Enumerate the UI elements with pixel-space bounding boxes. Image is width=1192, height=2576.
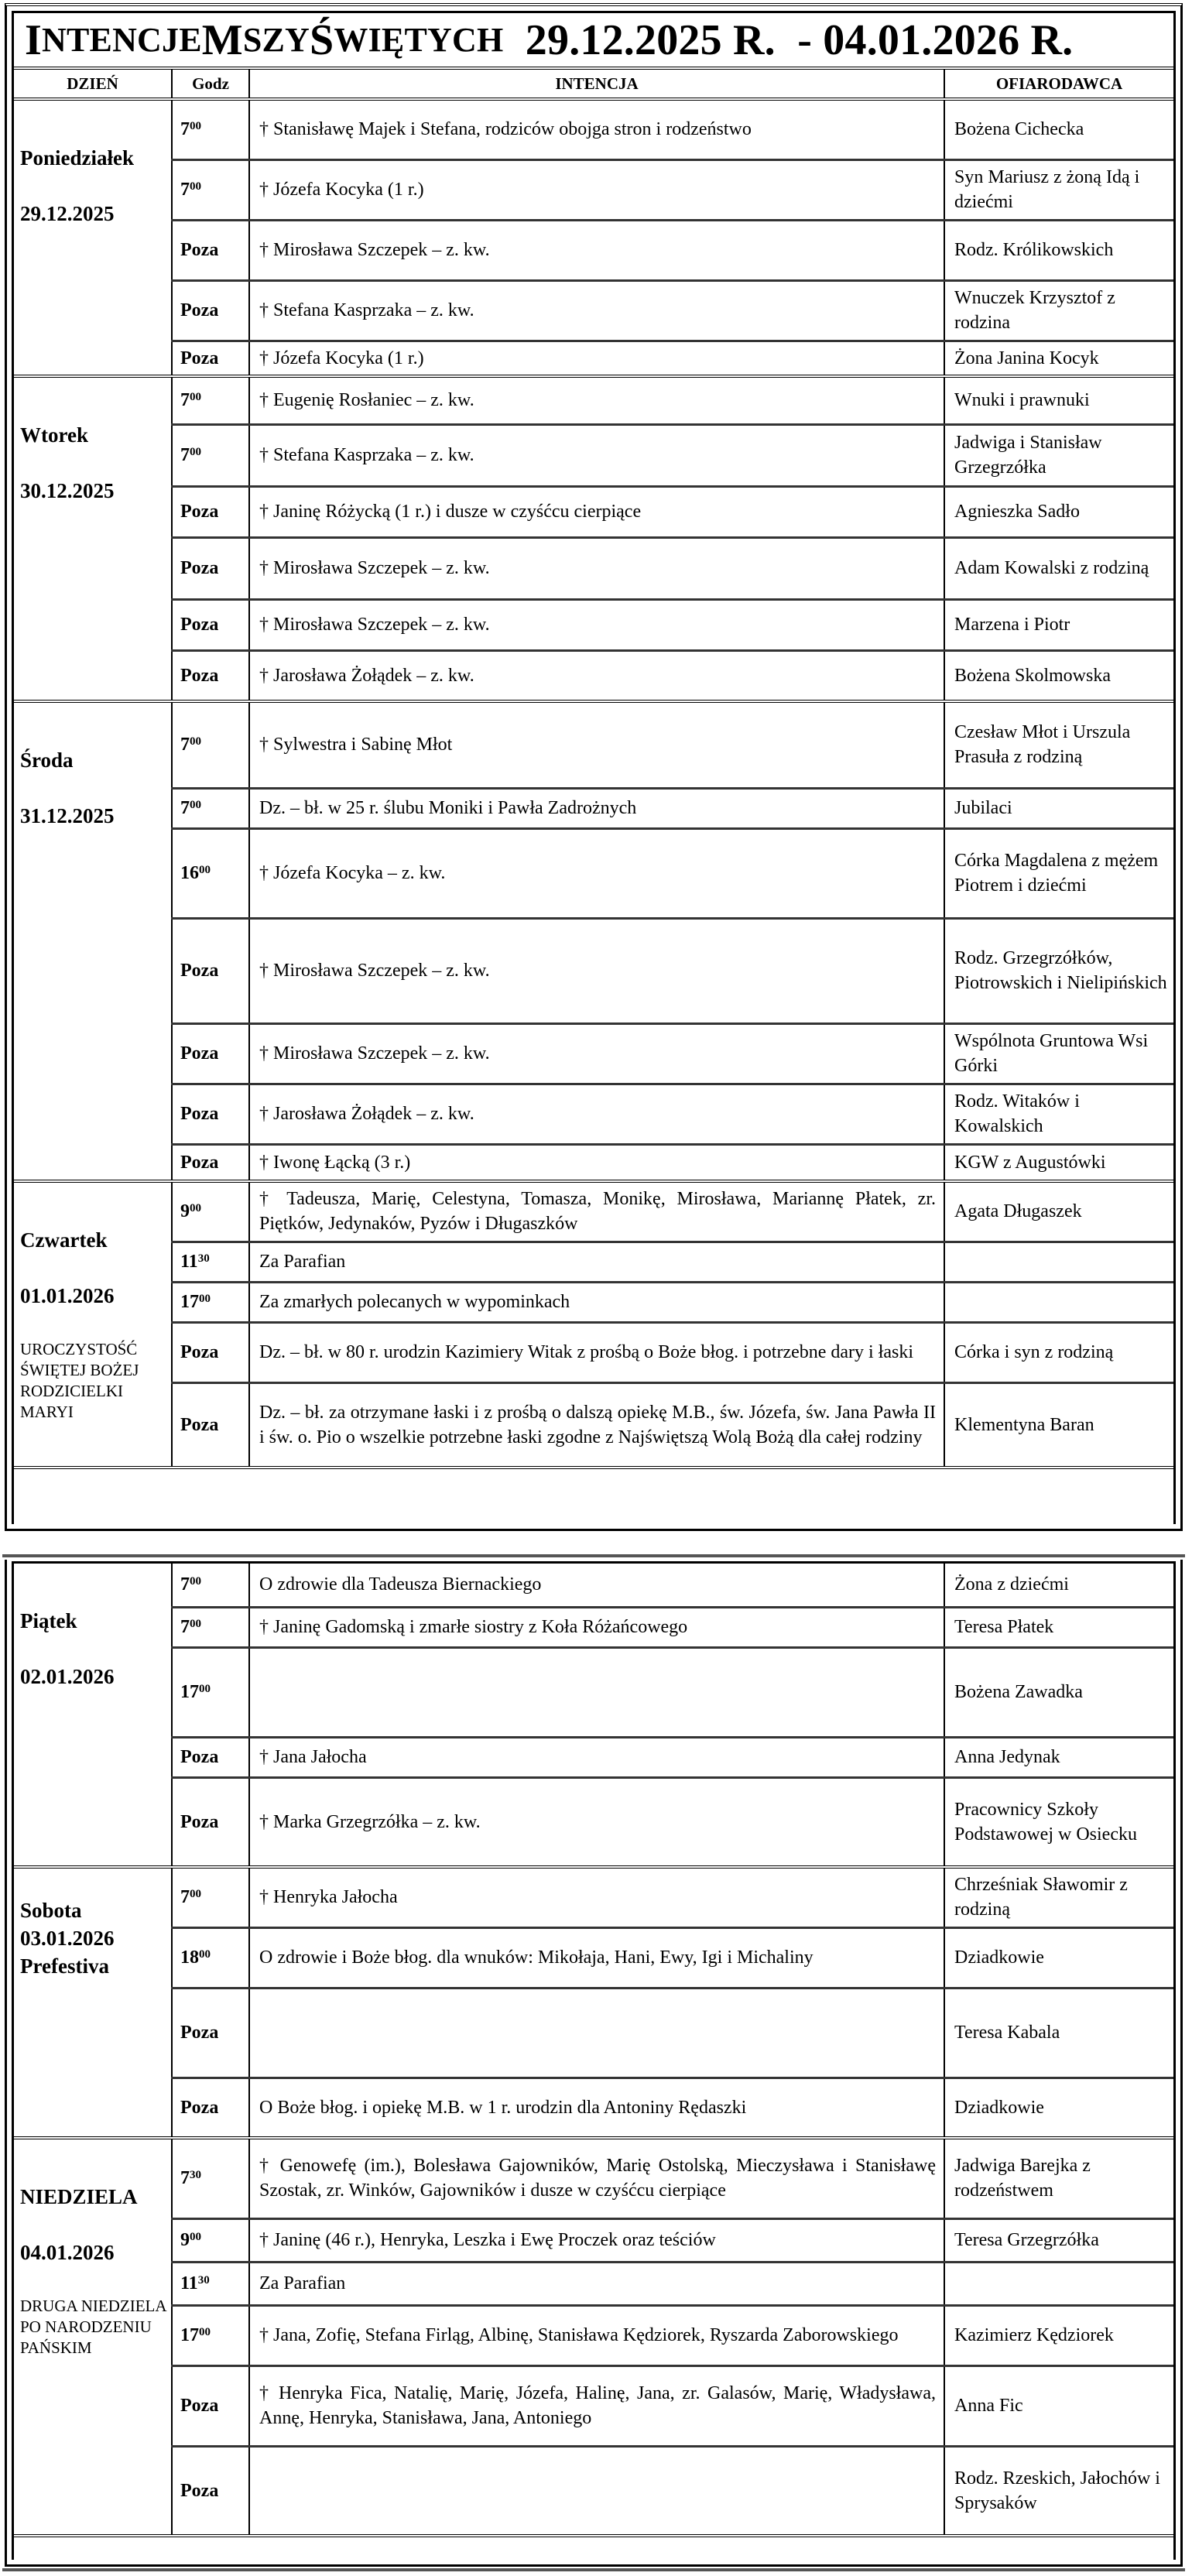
table-row — [14, 788, 1173, 828]
table-row — [14, 159, 1173, 220]
mass-hour — [172, 1737, 249, 1777]
hour-value: 9 — [180, 1201, 190, 1222]
page-1 — [5, 3, 1183, 1531]
table-row — [14, 1322, 1173, 1382]
mass-intention — [249, 2446, 944, 2536]
day-name: Czwartek — [20, 1228, 108, 1252]
hour-value: Poza — [180, 240, 219, 260]
mass-hour — [172, 1647, 249, 1737]
mass-intention: † Jarosława Żołądek – z. kw. — [249, 650, 944, 701]
mass-hour — [172, 159, 249, 220]
mass-hour — [172, 1867, 249, 1927]
day-cell — [14, 2138, 172, 2536]
mass-hour — [172, 1023, 249, 1084]
hour-value: Poza — [180, 615, 219, 635]
mass-hour — [172, 1564, 249, 1607]
table-row — [14, 1282, 1173, 1322]
hour-value: Poza — [180, 1152, 219, 1173]
mass-intention: Dz. – bł. w 80 r. urodzin Kazimiery Witak z prośbą o Boże błog. i potrzebne dary i łaski — [249, 1322, 944, 1382]
hour-value: 17 — [180, 1682, 199, 1702]
table-row — [14, 1777, 1173, 1867]
intentions-table-page-1 — [14, 70, 1173, 1469]
mass-hour — [172, 2078, 249, 2138]
hour-value: Poza — [180, 558, 219, 578]
table-row — [14, 1144, 1173, 1181]
table-body-page-2 — [14, 1564, 1173, 2536]
mass-intention: † Marka Grzegrzółka – z. kw. — [249, 1777, 944, 1867]
table-row — [14, 1737, 1173, 1777]
hour-value: 16 — [180, 863, 199, 883]
table-row — [14, 918, 1173, 1023]
mass-intention: † Iwonę Łącką (3 r.) — [249, 1144, 944, 1181]
day-cell — [14, 1181, 172, 1468]
table-header-row — [14, 70, 1173, 99]
day-note: DRUGA NIEDZIELA PO NARODZENIU PAŃSKIM — [20, 2297, 166, 2357]
minute-value: 00 — [190, 1618, 201, 1630]
mass-hour — [172, 220, 249, 280]
minute-value: 00 — [190, 2231, 201, 2243]
mass-hour — [172, 2262, 249, 2305]
mass-hour — [172, 1382, 249, 1468]
hour-value: Poza — [180, 2023, 219, 2043]
mass-hour — [172, 788, 249, 828]
mass-donor: Teresa Grzegrzółka — [944, 2218, 1173, 2262]
hour-value: 7 — [180, 390, 190, 411]
mass-intention: † Mirosława Szczepek – z. kw. — [249, 220, 944, 280]
mass-donor: Żona Janina Kocyk — [944, 341, 1173, 376]
mass-intention: O zdrowie dla Tadeusza Biernackiego — [249, 1564, 944, 1607]
table-row — [14, 1084, 1173, 1144]
minute-value: 00 — [190, 1575, 201, 1588]
title-part: WIĘTYCH — [334, 21, 504, 59]
table-row — [14, 1023, 1173, 1084]
mass-donor: Jadwiga i Stanisław Grzegrzółka — [944, 424, 1173, 486]
minute-value: 00 — [199, 1948, 211, 1961]
mass-hour — [172, 2365, 249, 2446]
table-row — [14, 424, 1173, 486]
mass-hour — [172, 280, 249, 341]
hour-value: Poza — [180, 300, 219, 320]
mass-intention: † Henryka Fica, Natalię, Marię, Józefa, Halinę, Jana, zr. Galasów, Marię, Władysława, Annę, Henryka, Stanisława, Jana, Antoniego — [249, 2365, 944, 2446]
mass-hour — [172, 2138, 249, 2218]
minute-value: 00 — [190, 1202, 201, 1215]
mass-intention: † Jana, Zofię, Stefana Firląg, Albinę, Stanisława Kędziorek, Ryszarda Zaborowskiego — [249, 2305, 944, 2365]
title-initial: M — [201, 15, 243, 64]
mass-hour — [172, 701, 249, 788]
day-name: NIEDZIELA — [20, 2185, 138, 2208]
minute-value: 30 — [197, 2274, 210, 2287]
hour-value: 7 — [180, 119, 190, 140]
mass-donor: Jubilaci — [944, 788, 1173, 828]
hour-value: 17 — [180, 2325, 199, 2345]
header-intention: INTENCJA — [249, 70, 944, 99]
hour-value: 7 — [180, 735, 190, 755]
table-row — [14, 2138, 1173, 2218]
hour-value: Poza — [180, 1104, 219, 1124]
table-row — [14, 1647, 1173, 1737]
mass-intention: † Eugenię Rosłaniec – z. kw. — [249, 376, 944, 424]
table-row — [14, 650, 1173, 701]
table-row — [14, 599, 1173, 650]
minute-value: 30 — [197, 1252, 210, 1265]
mass-donor: Wnuki i prawnuki — [944, 376, 1173, 424]
mass-donor: Teresa Kabala — [944, 1988, 1173, 2078]
title-initial: I — [25, 15, 42, 64]
day-date: 03.01.2026 — [20, 1927, 115, 1950]
mass-donor: Pracownicy Szkoły Podstawowej w Osiecku — [944, 1777, 1173, 1867]
mass-hour — [172, 1181, 249, 1242]
mass-hour — [172, 828, 249, 918]
table-body-page-1 — [14, 99, 1173, 1468]
mass-intention: † Józefa Kocyka (1 r.) — [249, 159, 944, 220]
hour-value: 7 — [180, 1887, 190, 1908]
mass-hour — [172, 1144, 249, 1181]
minute-value: 00 — [190, 799, 201, 811]
day-date: 31.12.2025 — [20, 804, 115, 827]
mass-intention: † Mirosława Szczepek – z. kw. — [249, 599, 944, 650]
hour-value: Poza — [180, 2480, 219, 2501]
mass-hour — [172, 1927, 249, 1988]
mass-donor: Wnuczek Krzysztof z rodzina — [944, 280, 1173, 341]
mass-donor: Czesław Młot i Urszula Prasuła z rodziną — [944, 701, 1173, 788]
mass-intention: † Janinę Gadomską i zmarłe siostry z Koła Różańcowego — [249, 1607, 944, 1647]
mass-donor: Jadwiga Barejka z rodzeństwem — [944, 2138, 1173, 2218]
mass-intention: † Mirosława Szczepek – z. kw. — [249, 537, 944, 599]
mass-intention: Za Parafian — [249, 2262, 944, 2305]
hour-value: 17 — [180, 1292, 199, 1312]
table-row — [14, 2078, 1173, 2138]
mass-hour — [172, 1988, 249, 2078]
mass-intention: † Stefana Kasprzaka – z. kw. — [249, 280, 944, 341]
day-name: Sobota — [20, 1899, 82, 1922]
mass-hour — [172, 99, 249, 159]
mass-hour — [172, 537, 249, 599]
table-row — [14, 2262, 1173, 2305]
mass-intention: Za zmarłych polecanych w wypominkach — [249, 1282, 944, 1322]
mass-intention: † Tadeusza, Marię, Celestyna, Tomasza, Monikę, Mirosława, Mariannę Płatek, zr. Piętków, Jedynaków, Pyzów i Długaszków — [249, 1181, 944, 1242]
minute-value: 00 — [199, 864, 211, 876]
mass-intention: † Mirosława Szczepek – z. kw. — [249, 1023, 944, 1084]
hour-value: 11 — [180, 1252, 198, 1272]
hour-value: Poza — [180, 1043, 219, 1064]
header-day: DZIEŃ — [14, 70, 172, 99]
day-cell — [14, 376, 172, 701]
day-date: 30.12.2025 — [20, 479, 115, 502]
mass-intention: † Jana Jałocha — [249, 1737, 944, 1777]
table-row — [14, 701, 1173, 788]
day-date: 04.01.2026 — [20, 2241, 115, 2264]
minute-value: 00 — [190, 120, 201, 133]
hour-value: Poza — [180, 2097, 219, 2118]
hour-value: 7 — [180, 180, 190, 200]
header-donor: OFIARODAWCA — [944, 70, 1173, 99]
hour-value: Poza — [180, 1414, 219, 1435]
mass-intention: Dz. – bł. w 25 r. ślubu Moniki i Pawła Zadrożnych — [249, 788, 944, 828]
day-date: 29.12.2025 — [20, 202, 115, 225]
mass-donor: Córka i syn z rodziną — [944, 1322, 1173, 1382]
hour-value: 7 — [180, 2168, 190, 2189]
minute-value: 30 — [190, 2169, 201, 2182]
day-note: UROCZYSTOŚĆ ŚWIĘTEJ BOŻEJ RODZICIELKI MARYI — [20, 1340, 139, 1421]
mass-donor: Córka Magdalena z mężem Piotrem i dziećmi — [944, 828, 1173, 918]
mass-intention: † Józefa Kocyka (1 r.) — [249, 341, 944, 376]
mass-donor: Rodz. Królikowskich — [944, 220, 1173, 280]
hour-value: Poza — [180, 1747, 219, 1767]
table-row — [14, 2218, 1173, 2262]
minute-value: 00 — [190, 735, 201, 748]
mass-hour — [172, 1607, 249, 1647]
mass-intention: † Jarosława Żołądek – z. kw. — [249, 1084, 944, 1144]
hour-value: 7 — [180, 445, 190, 465]
title-initial: Ś — [310, 15, 334, 64]
minute-value: 00 — [190, 391, 201, 404]
mass-donor: Bożena Zawadka — [944, 1647, 1173, 1737]
mass-donor: Kazimierz Kędziorek — [944, 2305, 1173, 2365]
table-row — [14, 99, 1173, 159]
hour-value: Poza — [180, 961, 219, 981]
title-dates: 29.12.2025 R. - 04.01.2026 R. — [503, 15, 1074, 64]
mass-hour — [172, 486, 249, 537]
hour-value: Poza — [180, 502, 219, 522]
mass-hour — [172, 599, 249, 650]
mass-hour — [172, 650, 249, 701]
table-row — [14, 828, 1173, 918]
mass-intention: † Józefa Kocyka – z. kw. — [249, 828, 944, 918]
table-row — [14, 537, 1173, 599]
mass-intention: † Stefana Kasprzaka – z. kw. — [249, 424, 944, 486]
hour-value: Poza — [180, 665, 219, 686]
mass-intention: † Janinę (46 r.), Henryka, Leszka i Ewę Proczek oraz teściów — [249, 2218, 944, 2262]
mass-intention: † Genowefę (im.), Bolesława Gajowników, Marię Ostolską, Mieczysława i Stanisławę Szostak, zr. Winków, Gajowników i dusze w czyśćcu cierpiące — [249, 2138, 944, 2218]
day-date: 01.01.2026 — [20, 1284, 115, 1307]
mass-hour — [172, 2446, 249, 2536]
day-subtitle: Prefestiva — [20, 1954, 109, 1978]
mass-donor: Rodz. Grzegrzółków, Piotrowskich i Nielipińskich — [944, 918, 1173, 1023]
hour-value: 9 — [180, 2230, 190, 2250]
mass-hour — [172, 2218, 249, 2262]
table-row — [14, 1181, 1173, 1242]
mass-intention: † Sylwestra i Sabinę Młot — [249, 701, 944, 788]
mass-donor: Bożena Skolmowska — [944, 650, 1173, 701]
table-row — [14, 280, 1173, 341]
hour-value: Poza — [180, 1342, 219, 1362]
day-name: Piątek — [20, 1609, 77, 1632]
title-part: SZY — [242, 21, 310, 59]
table-row — [14, 376, 1173, 424]
mass-hour — [172, 1242, 249, 1282]
mass-hour — [172, 341, 249, 376]
mass-donor: Bożena Cichecka — [944, 99, 1173, 159]
hour-value: Poza — [180, 348, 219, 368]
minute-value: 00 — [190, 1888, 201, 1901]
mass-hour — [172, 1322, 249, 1382]
page-1-frame — [12, 11, 1176, 1524]
header-hour: Godz — [172, 70, 249, 99]
mass-donor: Anna Jedynak — [944, 1737, 1173, 1777]
table-row — [14, 486, 1173, 537]
mass-donor: Rodz. Rzeskich, Jałochów i Sprysaków — [944, 2446, 1173, 2536]
table-row — [14, 2305, 1173, 2365]
day-name: Wtorek — [20, 423, 88, 447]
mass-donor — [944, 1282, 1173, 1322]
mass-intention: Dz. – bł. za otrzymane łaski i z prośbą o dalszą opiekę M.B., św. Józefa, św. Jana Pawła II i św. o. Pio o wszelkie potrzebne łaski zgodne z Najświętszą Wolą Bożą dla całej rodziny — [249, 1382, 944, 1468]
mass-donor: Rodz. Witaków i Kowalskich — [944, 1084, 1173, 1144]
hour-value: Poza — [180, 2396, 219, 2416]
table-row — [14, 1607, 1173, 1647]
mass-donor: Żona z dziećmi — [944, 1564, 1173, 1607]
mass-donor: Teresa Płatek — [944, 1607, 1173, 1647]
table-row — [14, 341, 1173, 376]
mass-intention — [249, 1647, 944, 1737]
day-name: Środa — [20, 748, 74, 772]
mass-donor: Adam Kowalski z rodziną — [944, 537, 1173, 599]
table-row — [14, 1564, 1173, 1607]
mass-donor: Syn Mariusz z żoną Idą i dziećmi — [944, 159, 1173, 220]
table-row — [14, 2446, 1173, 2536]
title-part: NTENCJE — [42, 21, 202, 59]
hour-value: 7 — [180, 1617, 190, 1637]
mass-hour — [172, 1777, 249, 1867]
mass-donor — [944, 2262, 1173, 2305]
mass-donor: Klementyna Baran — [944, 1382, 1173, 1468]
table-row — [14, 1988, 1173, 2078]
mass-intention: O Boże błog. i opiekę M.B. w 1 r. urodzin dla Antoniny Rędaszki — [249, 2078, 944, 2138]
day-date: 02.01.2026 — [20, 1665, 115, 1688]
mass-intention: Za Parafian — [249, 1242, 944, 1282]
day-name: Poniedziałek — [20, 146, 134, 170]
mass-donor: Anna Fic — [944, 2365, 1173, 2446]
mass-donor: Dziadkowie — [944, 2078, 1173, 2138]
day-cell — [14, 1564, 172, 1867]
table-row — [14, 1382, 1173, 1468]
day-cell — [14, 701, 172, 1181]
hour-value: 18 — [180, 1947, 199, 1968]
mass-donor: Agata Długaszek — [944, 1181, 1173, 1242]
mass-intention: † Stanisławę Majek i Stefana, rodziców obojga stron i rodzeństwo — [249, 99, 944, 159]
mass-hour — [172, 1084, 249, 1144]
mass-hour — [172, 1282, 249, 1322]
mass-donor: Dziadkowie — [944, 1927, 1173, 1988]
mass-donor: Chrześniak Sławomir z rodziną — [944, 1867, 1173, 1927]
mass-donor: KGW z Augustówki — [944, 1144, 1173, 1181]
minute-value: 00 — [199, 2326, 211, 2338]
table-row — [14, 1242, 1173, 1282]
table-row — [14, 2365, 1173, 2446]
mass-intention: † Mirosława Szczepek – z. kw. — [249, 918, 944, 1023]
day-cell — [14, 1867, 172, 2138]
document-title — [14, 13, 1173, 70]
hour-value: 11 — [180, 2273, 198, 2293]
mass-intention — [249, 1988, 944, 2078]
mass-donor: Marzena i Piotr — [944, 599, 1173, 650]
mass-hour — [172, 376, 249, 424]
minute-value: 00 — [199, 1683, 211, 1695]
minute-value: 00 — [199, 1293, 211, 1305]
hour-value: Poza — [180, 1811, 219, 1832]
mass-hour — [172, 424, 249, 486]
page-2 — [5, 1560, 1183, 2567]
mass-intention: † Janinę Różycką (1 r.) i dusze w czyśćcu cierpiące — [249, 486, 944, 537]
mass-donor — [944, 1242, 1173, 1282]
mass-hour — [172, 2305, 249, 2365]
hour-value: 7 — [180, 798, 190, 818]
page-2-frame — [12, 1561, 1176, 2560]
mass-hour — [172, 918, 249, 1023]
table-row — [14, 1927, 1173, 1988]
table-row — [14, 220, 1173, 280]
minute-value: 00 — [190, 180, 201, 193]
mass-donor: Agnieszka Sadło — [944, 486, 1173, 537]
minute-value: 00 — [190, 446, 201, 458]
mass-intention: O zdrowie i Boże błog. dla wnuków: Mikołaja, Hani, Ewy, Igi i Michaliny — [249, 1927, 944, 1988]
intentions-table-page-2 — [14, 1564, 1173, 2537]
hour-value: 7 — [180, 1574, 190, 1595]
mass-intention: † Henryka Jałocha — [249, 1867, 944, 1927]
day-cell — [14, 99, 172, 376]
mass-donor: Wspólnota Gruntowa Wsi Górki — [944, 1023, 1173, 1084]
table-row — [14, 1867, 1173, 1927]
